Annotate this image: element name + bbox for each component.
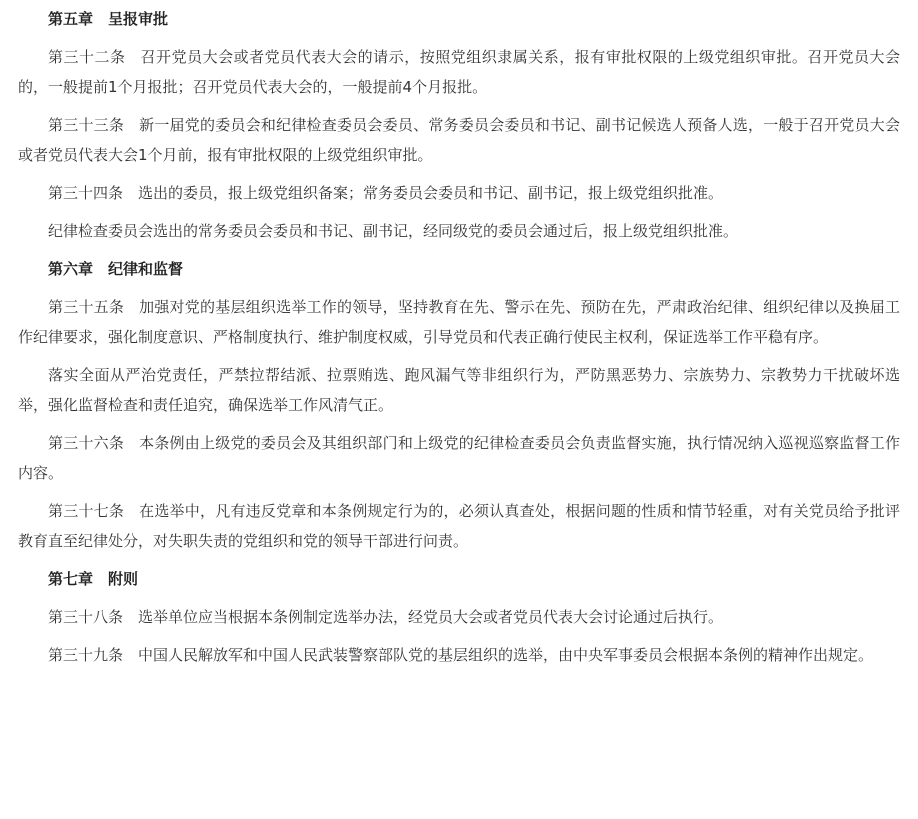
- article-text: 选出的委员，报上级党组织备案；常务委员会委员和书记、副书记，报上级党组织批准。: [138, 184, 724, 202]
- article-text: 召开党员大会或者党员代表大会的请示，按照党组织隶属关系，报有审批权限的上级党组织审批。召开党员大会的，一般提前1个月报批；召开党员代表大会的，一般提前4个月报批。: [18, 48, 900, 96]
- article-text: 新一届党的委员会和纪律检查委员会委员、常务委员会委员和书记、副书记候选人预备人选，一般于召开党员大会或者党员代表大会1个月前，报有审批权限的上级党组织审批。: [18, 116, 900, 164]
- article-number: 第三十八条: [48, 608, 124, 626]
- article-text: 中国人民解放军和中国人民武装警察部队党的基层组织的选举，由中央军事委员会根据本条例的精神作出规定。: [138, 646, 874, 664]
- article-number: 第三十五条: [48, 298, 125, 316]
- article-number: 第三十九条: [48, 646, 124, 664]
- article-number: 第三十七条: [48, 502, 125, 520]
- chapter-heading: 第五章 呈报审批: [48, 10, 169, 28]
- article-text: 本条例由上级党的委员会及其组织部门和上级党的纪律检查委员会负责监督实施，执行情况纳入巡视巡察监督工作内容。: [18, 434, 900, 482]
- article-text: 加强对党的基层组织选举工作的领导，坚持教育在先、警示在先、预防在先，严肃政治纪律、组织纪律以及换届工作纪律要求，强化制度意识、严格制度执行、维护制度权威，引导党员和代表正确行使民主权利，保证选举工作平稳有序。: [18, 298, 900, 346]
- article-paragraph: [18, 292, 900, 352]
- article-paragraph: [18, 602, 900, 632]
- article-number: 第三十三条: [48, 116, 125, 134]
- article-text: 在选举中，凡有违反党章和本条例规定行为的，必须认真查处，根据问题的性质和情节轻重，对有关党员给予批评教育直至纪律处分，对失职失责的党组织和党的领导干部进行问责。: [18, 502, 900, 550]
- article-paragraph: [18, 496, 900, 556]
- chapter-heading: 第六章 纪律和监督: [48, 260, 184, 278]
- article-paragraph: [18, 360, 900, 420]
- article-paragraph: [18, 640, 900, 670]
- article-paragraph: [18, 42, 900, 102]
- article-number: 第三十二条: [48, 48, 126, 66]
- article-text: 落实全面从严治党责任，严禁拉帮结派、拉票贿选、跑风漏气等非组织行为，严防黑恶势力、宗族势力、宗教势力干扰破坏选举，强化监督检查和责任追究，确保选举工作风清气正。: [18, 366, 900, 414]
- article-number: 第三十四条: [48, 184, 124, 202]
- article-paragraph: [18, 178, 900, 208]
- article-paragraph: [18, 110, 900, 170]
- article-text: 选举单位应当根据本条例制定选举办法，经党员大会或者党员代表大会讨论通过后执行。: [138, 608, 724, 626]
- article-paragraph: [18, 428, 900, 488]
- article-paragraph: [18, 216, 900, 246]
- chapter-heading: 第七章 附则: [48, 570, 139, 588]
- article-text: 纪律检查委员会选出的常务委员会委员和书记、副书记，经同级党的委员会通过后，报上级党组织批准。: [48, 222, 739, 240]
- article-number: 第三十六条: [48, 434, 125, 452]
- document-body: [18, 0, 900, 678]
